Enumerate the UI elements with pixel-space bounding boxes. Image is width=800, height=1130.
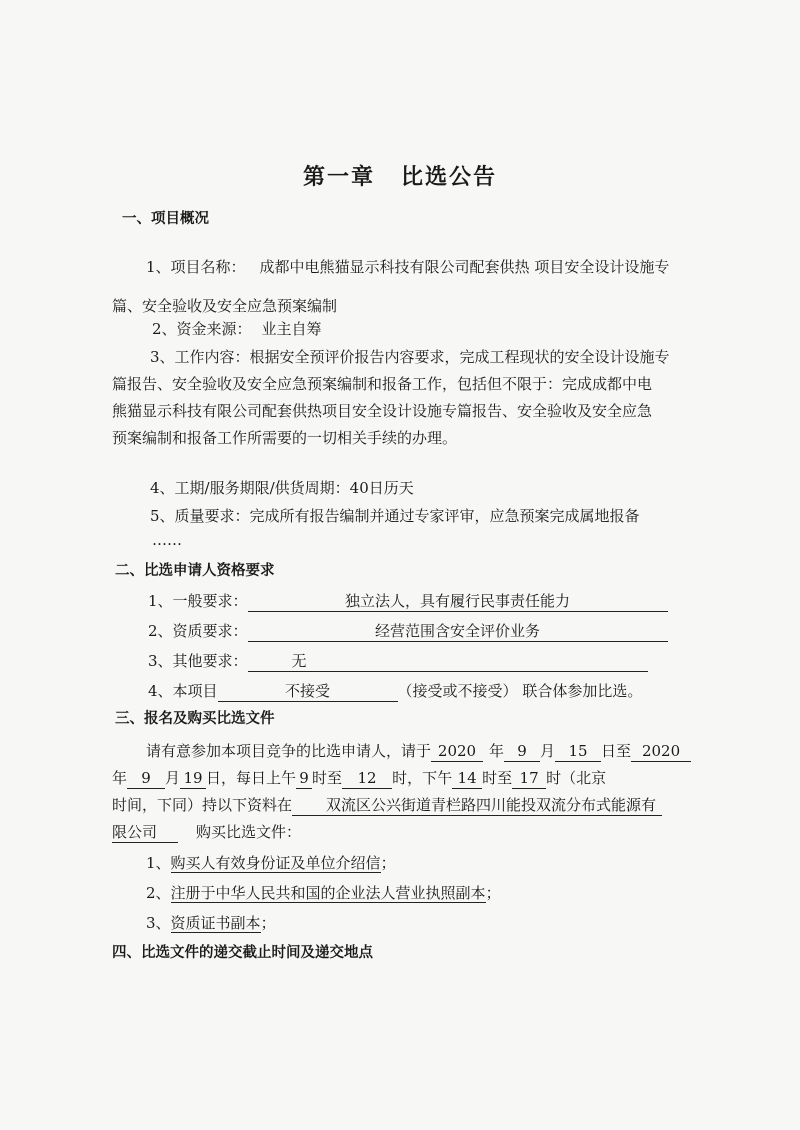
section-2-heading: 二、比选申请人资格要求 <box>115 563 275 579</box>
requirement-qualification <box>148 620 668 642</box>
hour-range-unit: 时至 <box>312 769 343 787</box>
chapter-title <box>0 160 800 191</box>
document-req-1-end: ； <box>380 854 396 872</box>
afternoon-label: 时，下午 <box>392 769 453 787</box>
item-1-value: 成都中电熊猫显示科技有限公司配套供热 项目安全设计设施专 <box>259 258 670 276</box>
section-4-heading: 四、比选文件的递交截止时间及递交地点 <box>112 945 373 961</box>
item-2-value: 业主自筹 <box>261 320 322 338</box>
item-3-line-2: 篇报告、安全验收及安全应急预案编制和报备工作，包括但不限于：完成成都中电 <box>112 375 653 393</box>
morning-label: 日，每日上午 <box>206 769 297 787</box>
item-3-line-4: 预案编制和报备工作所需要的一切相关手续的办理。 <box>112 429 458 447</box>
document-req-2-number: 2、 <box>146 884 171 902</box>
document-req-2 <box>146 882 501 904</box>
registration-line-1 <box>146 740 691 762</box>
afternoon-end-hour: 17 <box>512 768 546 789</box>
requirement-general <box>148 590 668 612</box>
document-req-3 <box>146 912 276 934</box>
item-3-line-1: 3、工作内容：根据安全预评价报告内容要求，完成工程现状的安全设计设施专 <box>150 348 670 366</box>
requirement-consortium-suffix: （接受或不接受） 联合体参加比选。 <box>397 682 643 700</box>
item-5: 5、质量要求：完成所有报告编制并通过专家评审，应急预案完成属地报备 <box>150 507 640 525</box>
end-month: 9 <box>127 768 165 789</box>
start-month: 9 <box>504 741 540 762</box>
requirement-qualification-label: 2、资质要求： <box>148 622 248 640</box>
registration-line-3 <box>112 794 662 816</box>
requirement-other <box>148 650 648 672</box>
morning-end-hour: 12 <box>342 768 392 789</box>
registration-line-4 <box>112 821 301 843</box>
document-req-3-number: 3、 <box>146 914 171 932</box>
document-req-1 <box>146 852 396 874</box>
ellipsis: …… <box>152 531 182 549</box>
requirement-consortium-label: 4、本项目 <box>148 682 218 700</box>
chapter-number: 第一章 <box>302 164 375 190</box>
year-unit: 年 <box>489 742 505 760</box>
document-req-2-text: 注册于中华人民共和国的企业法人营业执照副本 <box>170 884 486 902</box>
item-2-label: 2、资金来源： <box>152 320 252 338</box>
chapter-name: 比选公告 <box>401 164 498 190</box>
document-req-2-end: ； <box>485 884 501 902</box>
document-req-1-number: 1、 <box>146 854 171 872</box>
requirement-general-label: 1、一般要求： <box>148 592 248 610</box>
month-unit: 月 <box>165 769 181 787</box>
item-2 <box>152 318 322 340</box>
start-year: 2020 <box>431 741 483 762</box>
requirement-other-value: 无 <box>248 651 648 672</box>
item-1 <box>146 256 669 278</box>
requirement-other-label: 3、其他要求： <box>148 652 248 670</box>
end-year: 2020 <box>631 741 691 762</box>
item-1-label: 1、项目名称： <box>146 258 246 276</box>
purchase-location: 双流区公兴街道青栏路四川能投双流分布式能源有 <box>292 795 662 816</box>
location-intro: 时间，下同）持以下资料在 <box>112 796 293 814</box>
document-req-3-end: ； <box>260 914 276 932</box>
requirement-consortium-value: 不接受 <box>218 681 398 702</box>
start-day: 15 <box>555 741 601 762</box>
requirement-qualification-value: 经营范围含安全评价业务 <box>248 621 668 642</box>
afternoon-start-hour: 14 <box>452 768 482 789</box>
item-4: 4、工期/服务期限/供货周期：40日历天 <box>150 479 414 497</box>
purchase-location-cont: 限公司 <box>112 822 178 843</box>
item-1-line-2: 篇、安全验收及安全应急预案编制 <box>112 297 338 315</box>
month-unit: 月 <box>540 742 556 760</box>
end-day: 19 <box>180 768 206 789</box>
section-1-heading: 一、项目概况 <box>122 211 209 227</box>
morning-start-hour: 9 <box>296 768 312 789</box>
registration-intro: 请有意参加本项目竞争的比选申请人，请于 <box>146 742 432 760</box>
section-3-heading: 三、报名及购买比选文件 <box>115 711 275 727</box>
requirement-consortium <box>148 680 642 702</box>
document-req-1-text: 购买人有效身份证及单位介绍信 <box>170 854 381 872</box>
start-day-unit: 日至 <box>601 742 632 760</box>
item-3-line-3: 熊猫显示科技有限公司配套供热项目安全设计设施专篇报告、安全验收及安全应急 <box>112 402 653 420</box>
document-req-3-text: 资质证书副本 <box>170 914 261 932</box>
hour-range-unit: 时至 <box>482 769 513 787</box>
year-unit: 年 <box>112 769 128 787</box>
requirement-general-value: 独立法人，具有履行民事责任能力 <box>248 591 668 612</box>
purchase-documents-label: 购买比选文件： <box>196 823 302 841</box>
registration-line-2 <box>112 767 606 789</box>
beijing-time-label: 时（北京 <box>546 769 607 787</box>
